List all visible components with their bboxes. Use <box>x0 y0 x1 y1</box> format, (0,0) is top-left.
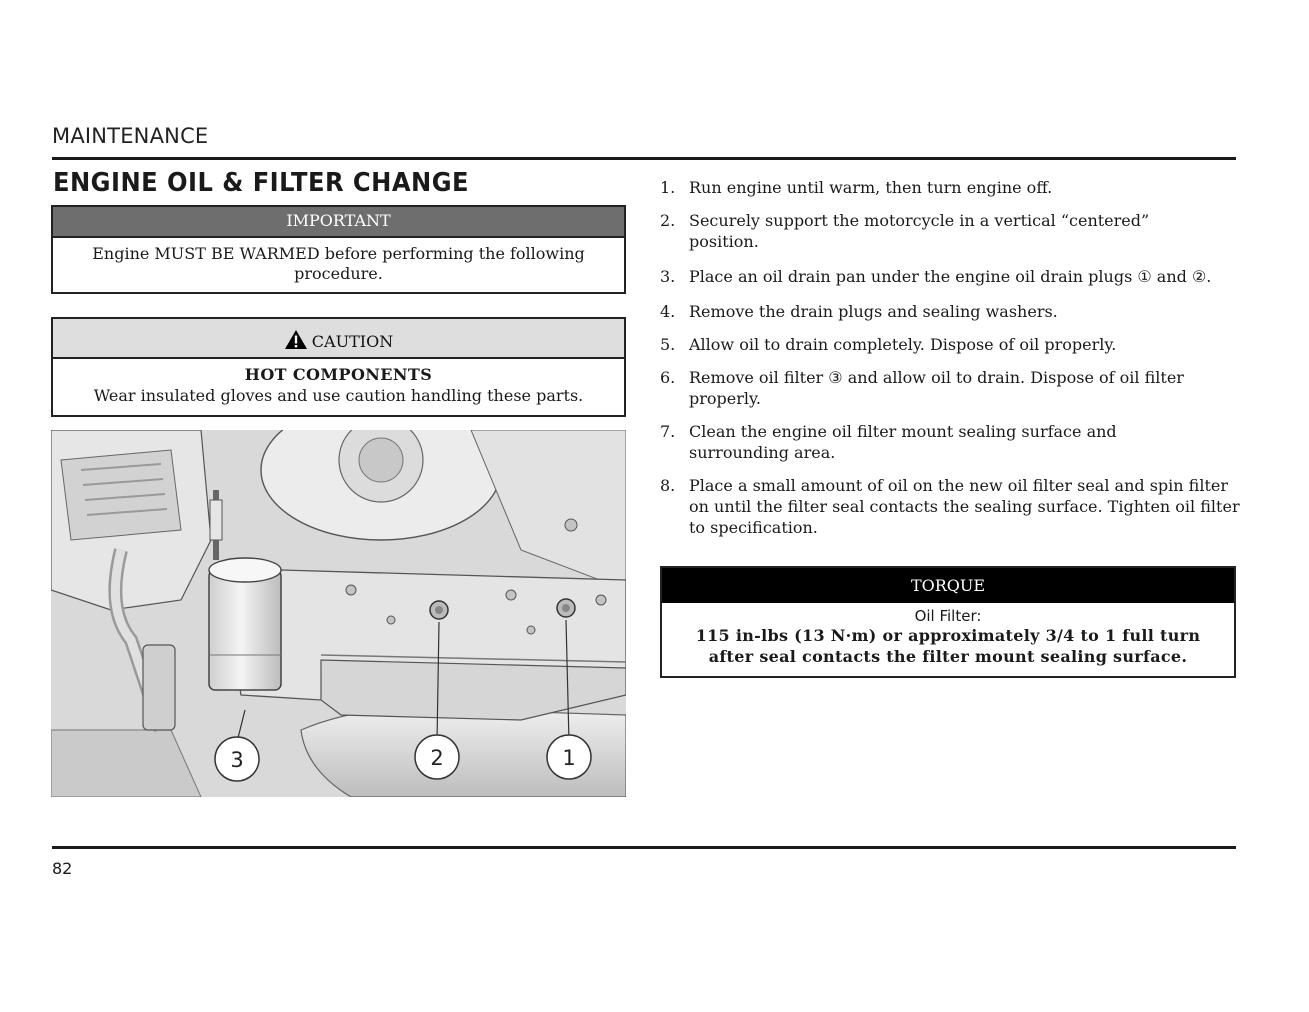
step-number: 6. <box>660 368 676 387</box>
step-number: 3. <box>660 267 676 286</box>
step-number: 4. <box>660 302 676 321</box>
step-number: 2. <box>660 211 676 230</box>
step-item <box>660 210 1240 252</box>
engine-oil-filter-illustration <box>51 430 626 797</box>
procedure-steps <box>660 177 1240 538</box>
step-item <box>660 177 1240 198</box>
step-text: Run engine until warm, then turn engine off. <box>689 178 1053 197</box>
important-notice <box>51 205 626 294</box>
caution-heading: CAUTION <box>311 332 394 351</box>
step-text: Remove oil filter ③ and allow oil to drain. Dispose of oil filter properly. <box>689 368 1184 408</box>
page-number: 82 <box>52 859 73 878</box>
step-number: 1. <box>660 178 676 197</box>
torque-label: Oil Filter: <box>914 607 982 625</box>
step-text: Clean the engine oil filter mount sealing surface and surrounding area. <box>689 422 1117 462</box>
footer-rule <box>52 846 1236 849</box>
step-text: Remove the drain plugs and sealing washers. <box>689 302 1058 321</box>
header-rule <box>52 157 1236 160</box>
oil-filter <box>209 570 281 690</box>
step-item <box>660 264 1240 289</box>
step-text: Securely support the motorcycle in a vertical “centered” position. <box>689 211 1150 251</box>
callout-2-label: 2 <box>430 746 444 770</box>
section-header: MAINTENANCE <box>52 124 209 148</box>
torque-heading: TORQUE <box>662 568 1234 603</box>
callout-2 <box>415 735 459 779</box>
callout-1 <box>547 735 591 779</box>
step-number: 5. <box>660 335 676 354</box>
step-number: 8. <box>660 476 676 495</box>
step-text: Place a small amount of oil on the new oil filter seal and spin filter on until the filter seal contacts the sealing surface. Tighten oil filter to specification. <box>689 476 1240 537</box>
step-text: Allow oil to drain completely. Dispose of oil properly. <box>689 335 1117 354</box>
torque-spec <box>660 566 1236 678</box>
step-item <box>660 367 1240 409</box>
page-title: ENGINE OIL & FILTER CHANGE <box>53 168 470 198</box>
important-heading: IMPORTANT <box>53 207 624 238</box>
step-item <box>660 475 1240 538</box>
step-item <box>660 334 1240 355</box>
step-item <box>660 301 1240 322</box>
caution-notice <box>51 317 626 417</box>
caution-heading-row <box>53 319 624 359</box>
callout-3-label: 3 <box>230 748 244 772</box>
callout-1-label: 1 <box>562 746 576 770</box>
caution-title: HOT COMPONENTS <box>244 365 433 384</box>
important-text: Engine MUST BE WARMED before performing the following procedure. <box>92 244 585 283</box>
callout-3 <box>215 737 259 781</box>
warning-triangle-icon <box>284 329 308 350</box>
caution-text: Wear insulated gloves and use caution handling these parts. <box>93 386 584 405</box>
step-number: 7. <box>660 422 676 441</box>
torque-value: 115 in-lbs (13 N·m) or approximately 3/4 to 1 full turn after seal contacts the filter mount sealing surface. <box>695 626 1201 666</box>
step-item <box>660 421 1240 463</box>
step-text: Place an oil drain pan under the engine oil drain plugs ① and ②. <box>689 267 1212 286</box>
